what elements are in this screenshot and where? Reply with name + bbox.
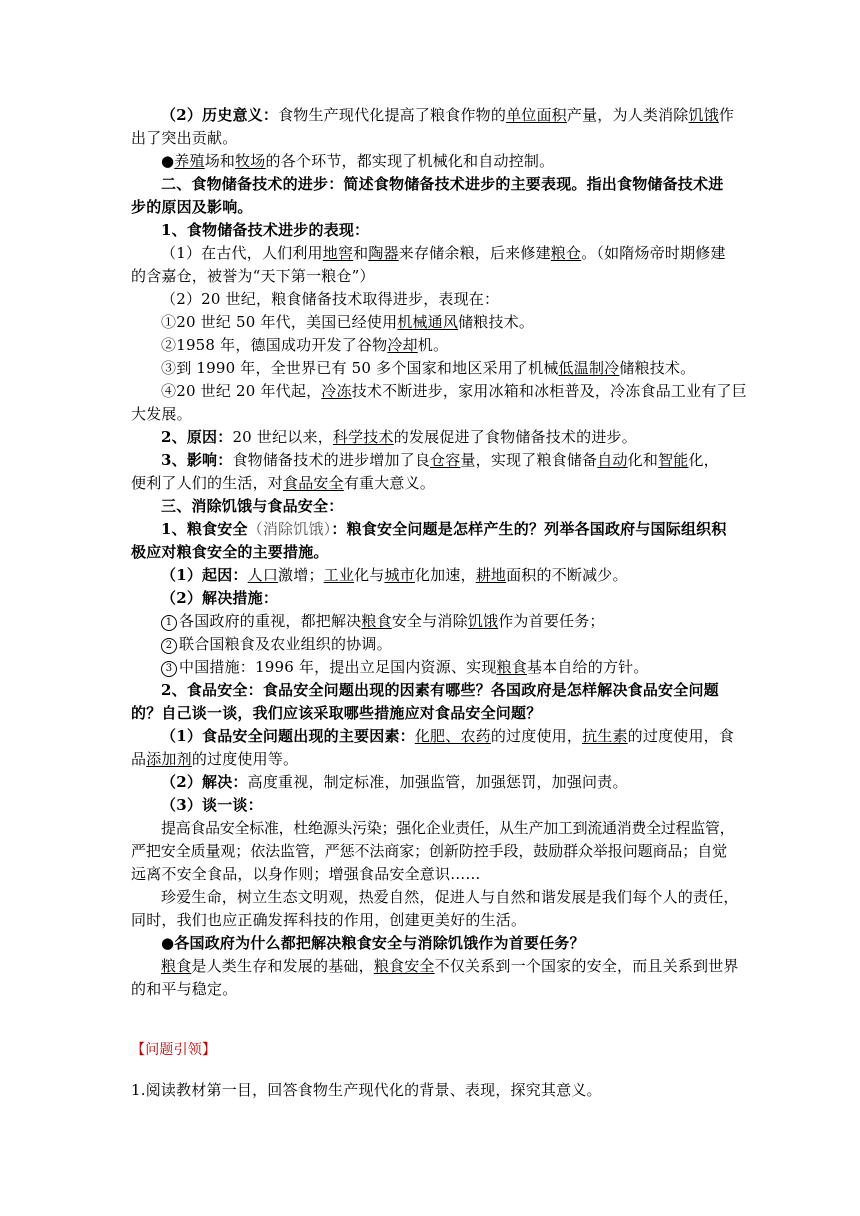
- text: 2、食品安全：食品安全问题出现的因素有哪些？各国政府是怎样解决食品安全问题: [161, 681, 719, 699]
- text-line: [131, 840, 727, 862]
- text: 极应对粮食安全的主要措施。: [131, 543, 329, 561]
- text: ：粮食安全问题是怎样产生的？列举各国政府与国际组织积: [331, 520, 727, 538]
- text: 严把安全质量观；依法监管，严惩不法商家；创新防控手段，鼓励群众举报问题商品；自觉: [131, 842, 728, 860]
- keyword: 地窖: [322, 244, 354, 262]
- text-line: [131, 265, 375, 287]
- text-line: [161, 633, 392, 655]
- text: 的过度使用等。: [191, 750, 299, 768]
- keyword: 自动: [597, 451, 628, 469]
- text-line: [161, 886, 739, 908]
- text: 和: [353, 244, 369, 262]
- text: （1）在古代，人们利用: [161, 244, 323, 262]
- text-line: [161, 242, 726, 264]
- heading-label: 2、原因：: [161, 428, 233, 446]
- text: 化，: [688, 451, 719, 469]
- question-line: [131, 1079, 602, 1101]
- subsection-heading: [131, 702, 541, 724]
- text: （3）谈一谈：: [161, 796, 263, 814]
- text: 二、食物储备技术的进步：简述食物储备技术进步的主要表现。指出食物储备技术进: [161, 175, 724, 193]
- text: 远离不安全食品，以身作则；增强食品安全意识……: [131, 865, 481, 883]
- text: 食物生产现代化提高了粮食作物的: [278, 106, 507, 124]
- text: 不仅关系到一个国家的安全，而且关系到世界: [434, 957, 739, 975]
- text-line: [161, 564, 628, 586]
- circled-number-icon: 3: [161, 661, 177, 677]
- heading-label: （1）起因：: [161, 566, 248, 584]
- text: 技术不断进步，家用冰箱和冰柜普及，冷冻食品工业有了巨: [351, 382, 747, 400]
- text: 1、食物储备技术进步的表现：: [161, 221, 370, 239]
- keyword: 冷冻: [321, 382, 352, 400]
- text: ③到 1990 年，全世界已有 50 多个国家和地区采用了机械: [161, 359, 559, 377]
- text: 便利了人们的生活，对: [131, 474, 284, 492]
- text: 中国措施：1996 年，提出立足国内资源、实现: [179, 658, 497, 676]
- keyword: 科学技术: [332, 428, 394, 446]
- heading-label: 历史意义：: [202, 106, 279, 124]
- bullet-icon: ●: [161, 152, 175, 170]
- text: 的过度使用，: [490, 727, 583, 745]
- subsection-heading: [161, 794, 263, 816]
- text: 1.阅读教材第一目，回答食物生产现代化的背景、表现，探究其意义。: [131, 1081, 602, 1099]
- text-line: [161, 311, 534, 333]
- keyword: 单位面积: [506, 106, 567, 124]
- text: 的和平与稳定。: [131, 980, 238, 998]
- text-line: [161, 426, 637, 448]
- keyword: 耕地: [475, 566, 507, 584]
- text: 作: [718, 106, 735, 124]
- text-line: [161, 104, 734, 126]
- text-line: [131, 909, 526, 931]
- text: 出了突出贡献。: [131, 129, 238, 147]
- note: （消除饥饿）: [247, 520, 332, 538]
- text-line: [131, 863, 481, 885]
- keyword: 饥饿: [467, 612, 499, 630]
- subsection-heading: [161, 219, 369, 241]
- subsection-heading: [161, 679, 719, 701]
- text: 高度重视，制定标准，加强监管，加强惩罚，加强问责。: [247, 773, 628, 791]
- keyword: 牧场: [235, 152, 266, 170]
- section-heading: [161, 173, 723, 195]
- keyword: 工业: [323, 566, 355, 584]
- text: 面积的不断减少。: [506, 566, 628, 584]
- text: 三、消除饥饿与食品安全：: [161, 497, 344, 515]
- keyword: 粮食: [361, 612, 392, 630]
- circled-number-icon: 2: [161, 638, 177, 654]
- text: ④20 世纪 20 年代起，: [161, 382, 322, 400]
- text: 化加速，: [414, 566, 476, 584]
- text-line: [161, 771, 628, 793]
- keyword: 粮仓: [550, 244, 582, 262]
- text: （2）解决措施：: [161, 589, 279, 607]
- text-line: [161, 150, 554, 172]
- subsection-heading: [161, 518, 727, 540]
- text: 各国政府的重视，都把解决: [179, 612, 362, 630]
- text-line: [131, 472, 435, 494]
- text: 同时，我们也应正确发挥科技的作用，创建更美好的生活。: [131, 911, 527, 929]
- keyword: 机械通风: [397, 313, 459, 331]
- keyword: 粮食: [161, 957, 192, 975]
- section-heading: [161, 932, 585, 954]
- text-line: [161, 357, 695, 379]
- keyword: 粮食: [496, 658, 527, 676]
- text: 化与: [354, 566, 385, 584]
- text: ①20 世纪 50 年代，美国已经使用: [161, 313, 398, 331]
- keyword: 人口: [247, 566, 279, 584]
- text-line: [131, 978, 237, 1000]
- text: 的各个环节，都实现了机械化和自动控制。: [265, 152, 555, 170]
- text: 的？自己谈一谈，我们应该采取哪些措施应对食品安全问题？: [131, 704, 542, 722]
- keyword: 冷却: [387, 336, 418, 354]
- text: 有重大意义。: [343, 474, 436, 492]
- text: 产量，为人类消除: [566, 106, 689, 124]
- text: 的过度使用，食: [627, 727, 735, 745]
- text: 联合国粮食及农业组织的协调。: [179, 635, 392, 653]
- keyword: 化肥、农药: [414, 727, 491, 745]
- text: 基本自给的方针。: [526, 658, 649, 676]
- text: 化和: [627, 451, 659, 469]
- text-line: [161, 955, 739, 977]
- keyword: 智能: [658, 451, 689, 469]
- heading-label: 3、影响：: [161, 451, 233, 469]
- text-line: [161, 725, 734, 747]
- text: 食物储备技术的进步增加了良: [232, 451, 431, 469]
- text: 步的原因及影响。: [131, 198, 253, 216]
- keyword: 粮食安全: [373, 957, 435, 975]
- section-heading: [131, 196, 253, 218]
- text-line: [131, 748, 298, 770]
- text: 储粮技术。: [619, 359, 696, 377]
- text: 作为首要任务；: [498, 612, 605, 630]
- keyword: 养殖: [174, 152, 205, 170]
- text: 提高食品安全标准，杜绝源头污染；强化企业责任，从生产加工到流通消费全过程监管，: [161, 819, 735, 837]
- item-number: （2）: [161, 106, 203, 124]
- text: 量，实现了粮食储备: [460, 451, 598, 469]
- heading-label: （2）解决：: [161, 773, 248, 791]
- text: 品: [131, 750, 147, 768]
- text: 的含嘉仓，被誉为“天下第一粮仓”）: [131, 267, 375, 285]
- keyword: 抗生素: [582, 727, 628, 745]
- text: 1、粮食安全: [161, 520, 248, 538]
- text: 大发展。: [131, 405, 192, 423]
- keyword: 添加剂: [146, 750, 192, 768]
- text: （2）20 世纪，粮食储备技术取得进步，表现在：: [161, 290, 500, 308]
- text: 。（如隋炀帝时期修建: [581, 244, 726, 262]
- text: ●各国政府为什么都把解决粮食安全与消除饥饿作为首要任务？: [161, 934, 585, 952]
- text-line: [161, 380, 747, 402]
- text-line: [131, 403, 192, 425]
- keyword: 饥饿: [688, 106, 719, 124]
- text-line: [161, 334, 448, 356]
- keyword: 陶器: [368, 244, 399, 262]
- text: 激增；: [278, 566, 324, 584]
- text: 20 世纪以来，: [232, 428, 333, 446]
- text: 场和: [204, 152, 236, 170]
- text: 珍爱生命，树立生态文明观，热爱自然，促进人与自然和谐发展是我们每个人的责任，: [161, 888, 739, 906]
- circled-number-icon: 1: [161, 615, 177, 631]
- text-line: [131, 127, 237, 149]
- text-line: [161, 610, 605, 632]
- text: 安全与消除: [391, 612, 468, 630]
- section-heading: [161, 495, 343, 517]
- section-title: [131, 1038, 216, 1061]
- text: 来存储余粮，后来修建: [398, 244, 551, 262]
- text-line: [161, 817, 734, 839]
- text: 【问题引领】: [131, 1042, 217, 1058]
- text: 的发展促进了食物储备技术的进步。: [393, 428, 637, 446]
- keyword: 食品安全: [283, 474, 344, 492]
- keyword: 低温制冷: [558, 359, 620, 377]
- text: 机。: [417, 336, 449, 354]
- text: 是人类生存和发展的基础，: [191, 957, 374, 975]
- text-line: [161, 288, 499, 310]
- heading-label: （1）食品安全问题出现的主要因素：: [161, 727, 415, 745]
- text: 储粮技术。: [458, 313, 535, 331]
- text-line: [161, 656, 649, 678]
- text-line: [161, 449, 719, 471]
- keyword: 城市: [384, 566, 415, 584]
- subsection-heading: [131, 541, 329, 563]
- keyword: 仓容: [430, 451, 461, 469]
- subsection-heading: [161, 587, 278, 609]
- text: ②1958 年，德国成功开发了谷物: [161, 336, 388, 354]
